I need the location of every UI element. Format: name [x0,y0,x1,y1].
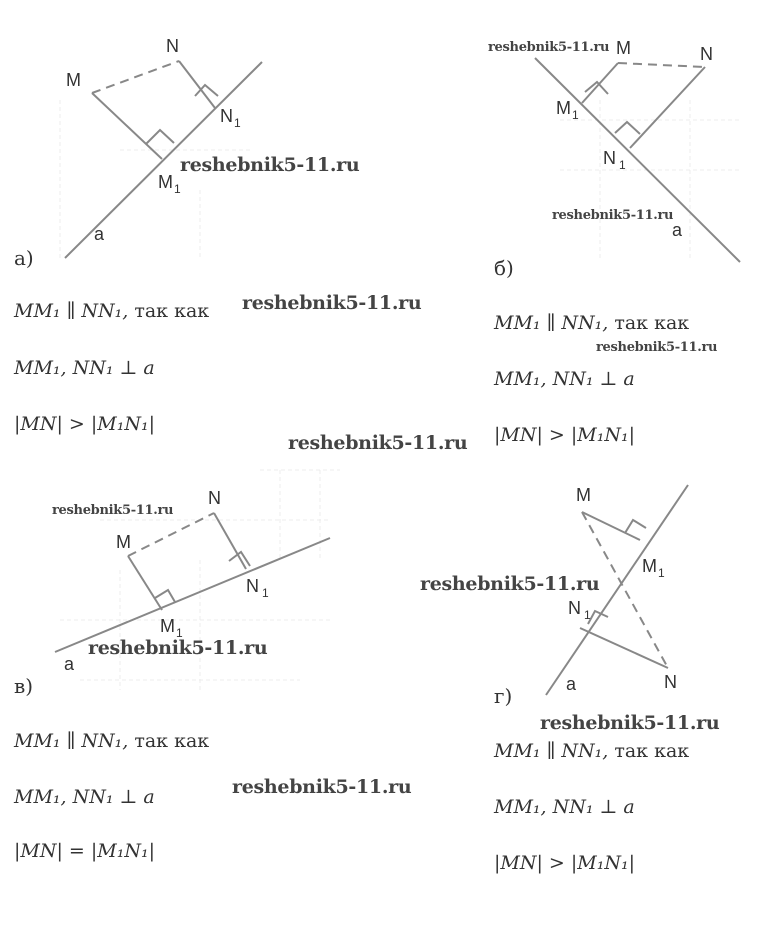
point-label-m: M [66,70,81,90]
caption-c: в) [14,674,34,698]
point-label-m: M [576,485,591,505]
point-label-m: M [616,38,631,58]
point-label-m1-sub: 1 [572,108,579,122]
point-label-n1-sub: 1 [234,116,241,130]
watermark: reshebnik5-11.ru [540,712,720,734]
line-label-a: a [64,654,75,674]
watermark: reshebnik5-11.ru [88,637,268,659]
point-label-n: N [664,672,677,692]
statement-parallel-c [14,730,209,752]
point-label-m1: M [158,172,173,192]
point-label-n: N [166,36,179,56]
point-label-m1-sub: 1 [174,182,181,196]
statement-parallel-a [14,300,209,322]
formula: MM₁ ∥ NN₁, [14,730,129,752]
point-label-n: N [700,44,713,64]
point-label-n1: N [220,106,233,126]
watermark: reshebnik5-11.ru [52,503,174,518]
formula: MM₁ ∥ NN₁, [14,300,129,322]
watermark: reshebnik5-11.ru [242,292,422,314]
formula: MM₁ ∥ NN₁, [494,740,609,762]
point-label-n1: N [246,576,259,596]
point-label-m1: M [642,556,657,576]
statement-inequality-a: |MN| > |M₁N₁| [14,413,155,435]
point-label-m1: M [160,616,175,636]
point-label-n1: N [603,148,616,168]
point-label-n1-sub: 1 [262,586,269,600]
watermark: reshebnik5-11.ru [420,573,600,595]
watermark: reshebnik5-11.ru [488,40,610,55]
point-label-n1-sub: 1 [584,608,591,622]
statement-perpendicular-c: MM₁, NN₁ ⊥ a [14,786,155,808]
conjunction: так как [614,312,690,334]
statement-equality-c: |MN| = |M₁N₁| [14,840,155,862]
conjunction: так как [134,730,210,752]
caption-a: а) [14,246,34,270]
point-label-m1: M [556,98,571,118]
line-label-a: a [672,220,683,240]
point-label-n1-sub: 1 [619,158,626,172]
line-label-a: a [566,674,577,694]
caption-d: г) [494,684,513,708]
point-label-m1-sub: 1 [658,566,665,580]
right-angle-mark [625,520,646,533]
watermark: reshebnik5-11.ru [552,208,674,223]
conjunction: так как [134,300,210,322]
watermark: reshebnik5-11.ru [288,432,468,454]
segment-nn1 [580,628,668,668]
conjunction: так как [614,740,690,762]
point-label-n1: N [568,598,581,618]
statement-perpendicular-b: MM₁, NN₁ ⊥ a [494,368,635,390]
point-label-m: M [116,532,131,552]
statement-inequality-d: |MN| > |M₁N₁| [494,852,635,874]
watermark: reshebnik5-11.ru [232,776,412,798]
statement-inequality-b: |MN| > |M₁N₁| [494,424,635,446]
formula: MM₁ ∥ NN₁, [494,312,609,334]
point-label-n: N [208,488,221,508]
watermark: reshebnik5-11.ru [180,154,360,176]
statement-parallel-d [494,740,689,762]
statement-parallel-b [494,312,689,334]
statement-perpendicular-d: MM₁, NN₁ ⊥ a [494,796,635,818]
line-label-a: a [94,224,105,244]
statement-perpendicular-a: MM₁, NN₁ ⊥ a [14,357,155,379]
point-label-m1-sub: 1 [176,626,183,640]
caption-b: б) [494,256,514,280]
watermark: reshebnik5-11.ru [596,340,718,355]
